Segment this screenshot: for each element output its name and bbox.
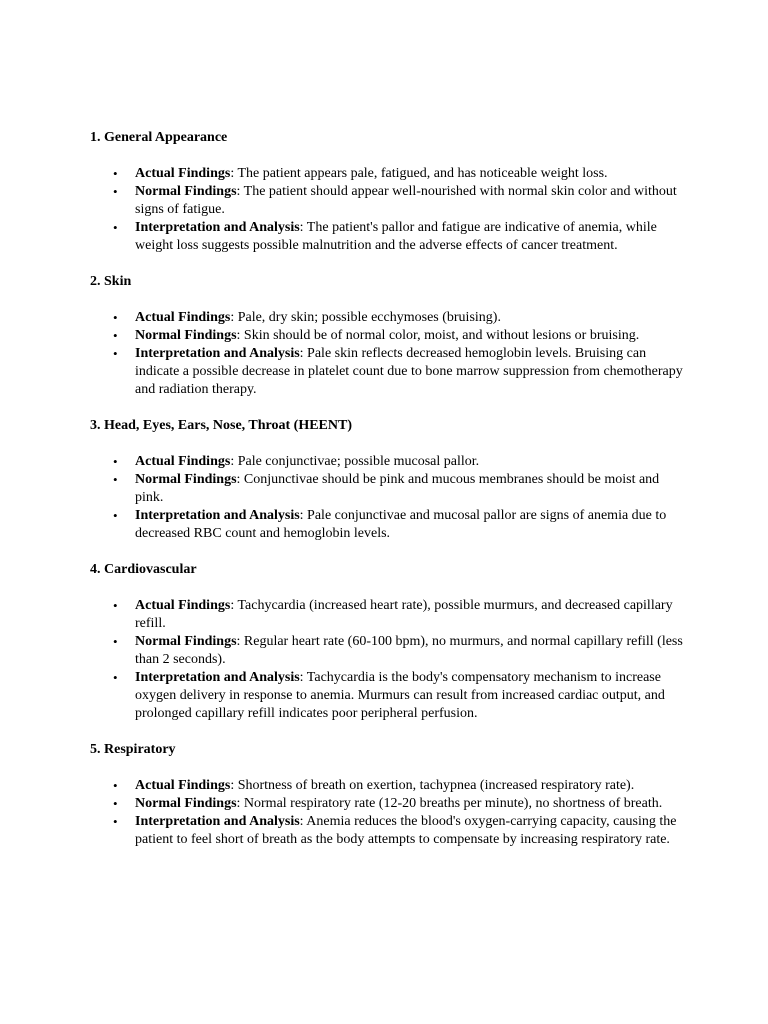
list-item (90, 669, 690, 723)
finding-label: Normal Findings (135, 184, 237, 199)
bullet-icon: • (113, 166, 118, 181)
list-item (90, 777, 690, 795)
finding-text: : Pale, dry skin; possible ecchymoses (bruising). (230, 310, 501, 325)
bullet-icon: • (113, 310, 118, 325)
finding-label: Actual Findings (135, 778, 231, 793)
bullet-icon: • (113, 184, 118, 199)
list-item (90, 507, 690, 543)
section-heading: 5. Respiratory (90, 742, 176, 757)
list-item (90, 453, 690, 471)
list-item (90, 597, 690, 633)
finding-label: Interpretation and Analysis (135, 346, 300, 361)
list-item (90, 795, 690, 813)
finding-text: : Conjunctivae should be pink and mucous membranes should be moist and pink. (135, 472, 660, 505)
finding-text: : The patient's pallor and fatigue are indicative of anemia, while weight loss suggests possible malnutrition and the adverse effects of cancer treatment. (135, 220, 657, 253)
bullet-icon: • (113, 454, 118, 469)
list-item (90, 471, 690, 507)
section-heading: 1. General Appearance (90, 130, 228, 145)
list-item (90, 309, 690, 327)
finding-text: : Normal respiratory rate (12-20 breaths per minute), no shortness of breath. (236, 796, 663, 811)
finding-text: : The patient should appear well-nourished with normal skin color and without signs of fatigue. (135, 184, 677, 217)
finding-label: Interpretation and Analysis (135, 220, 300, 235)
section-heading: 4. Cardiovascular (90, 562, 197, 577)
finding-text: : Tachycardia (increased heart rate), possible murmurs, and decreased capillary refill. (135, 598, 673, 631)
section-respiratory (90, 741, 690, 849)
finding-label: Normal Findings (135, 634, 237, 649)
finding-text: : Skin should be of normal color, moist, and without lesions or bruising. (236, 328, 640, 343)
section-heading: 2. Skin (90, 274, 132, 289)
list-item (90, 165, 690, 183)
findings-list (90, 309, 690, 399)
bullet-icon: • (113, 598, 118, 613)
finding-label: Actual Findings (135, 310, 231, 325)
finding-label: Actual Findings (135, 166, 231, 181)
findings-list (90, 165, 690, 255)
bullet-icon: • (113, 220, 118, 235)
finding-text: : Tachycardia is the body's compensatory mechanism to increase oxygen delivery in response to anemia. Murmurs can result from increased cardiac output, and prolonged capillary refill indicates poor peripheral perfusion. (135, 670, 665, 721)
finding-label: Interpretation and Analysis (135, 814, 300, 829)
list-item (90, 327, 690, 345)
finding-text: : Pale skin reflects decreased hemoglobin levels. Bruising can indicate a possible decrease in platelet count due to bone marrow suppression from chemotherapy and radiation therapy. (135, 346, 683, 397)
list-item (90, 345, 690, 399)
finding-text: : Pale conjunctivae and mucosal pallor are signs of anemia due to decreased RBC count and hemoglobin levels. (135, 508, 667, 541)
list-item (90, 633, 690, 669)
section-heading: 3. Head, Eyes, Ears, Nose, Throat (HEENT) (90, 418, 352, 433)
bullet-icon: • (113, 346, 118, 361)
findings-list (90, 597, 690, 723)
list-item (90, 219, 690, 255)
list-item (90, 813, 690, 849)
list-item (90, 183, 690, 219)
bullet-icon: • (113, 670, 118, 685)
finding-label: Actual Findings (135, 454, 231, 469)
finding-text: : Regular heart rate (60-100 bpm), no murmurs, and normal capillary refill (less than 2 seconds). (135, 634, 683, 667)
finding-label: Actual Findings (135, 598, 231, 613)
bullet-icon: • (113, 814, 118, 829)
finding-label: Interpretation and Analysis (135, 508, 300, 523)
finding-text: : The patient appears pale, fatigued, and has noticeable weight loss. (230, 166, 608, 181)
bullet-icon: • (113, 778, 118, 793)
section-skin (90, 273, 690, 399)
bullet-icon: • (113, 328, 118, 343)
bullet-icon: • (113, 472, 118, 487)
finding-text: : Shortness of breath on exertion, tachypnea (increased respiratory rate). (230, 778, 635, 793)
findings-list (90, 777, 690, 849)
section-cardiovascular (90, 561, 690, 723)
bullet-icon: • (113, 796, 118, 811)
findings-list (90, 453, 690, 543)
section-heent (90, 417, 690, 543)
bullet-icon: • (113, 508, 118, 523)
finding-label: Interpretation and Analysis (135, 670, 300, 685)
finding-text: : Pale conjunctivae; possible mucosal pallor. (230, 454, 480, 469)
finding-label: Normal Findings (135, 328, 237, 343)
finding-label: Normal Findings (135, 796, 237, 811)
finding-label: Normal Findings (135, 472, 237, 487)
document-page (90, 129, 690, 867)
finding-text: : Anemia reduces the blood's oxygen-carrying capacity, causing the patient to feel short of breath as the body attempts to compensate by increasing respiratory rate. (135, 814, 677, 847)
bullet-icon: • (113, 634, 118, 649)
section-general-appearance (90, 129, 690, 255)
